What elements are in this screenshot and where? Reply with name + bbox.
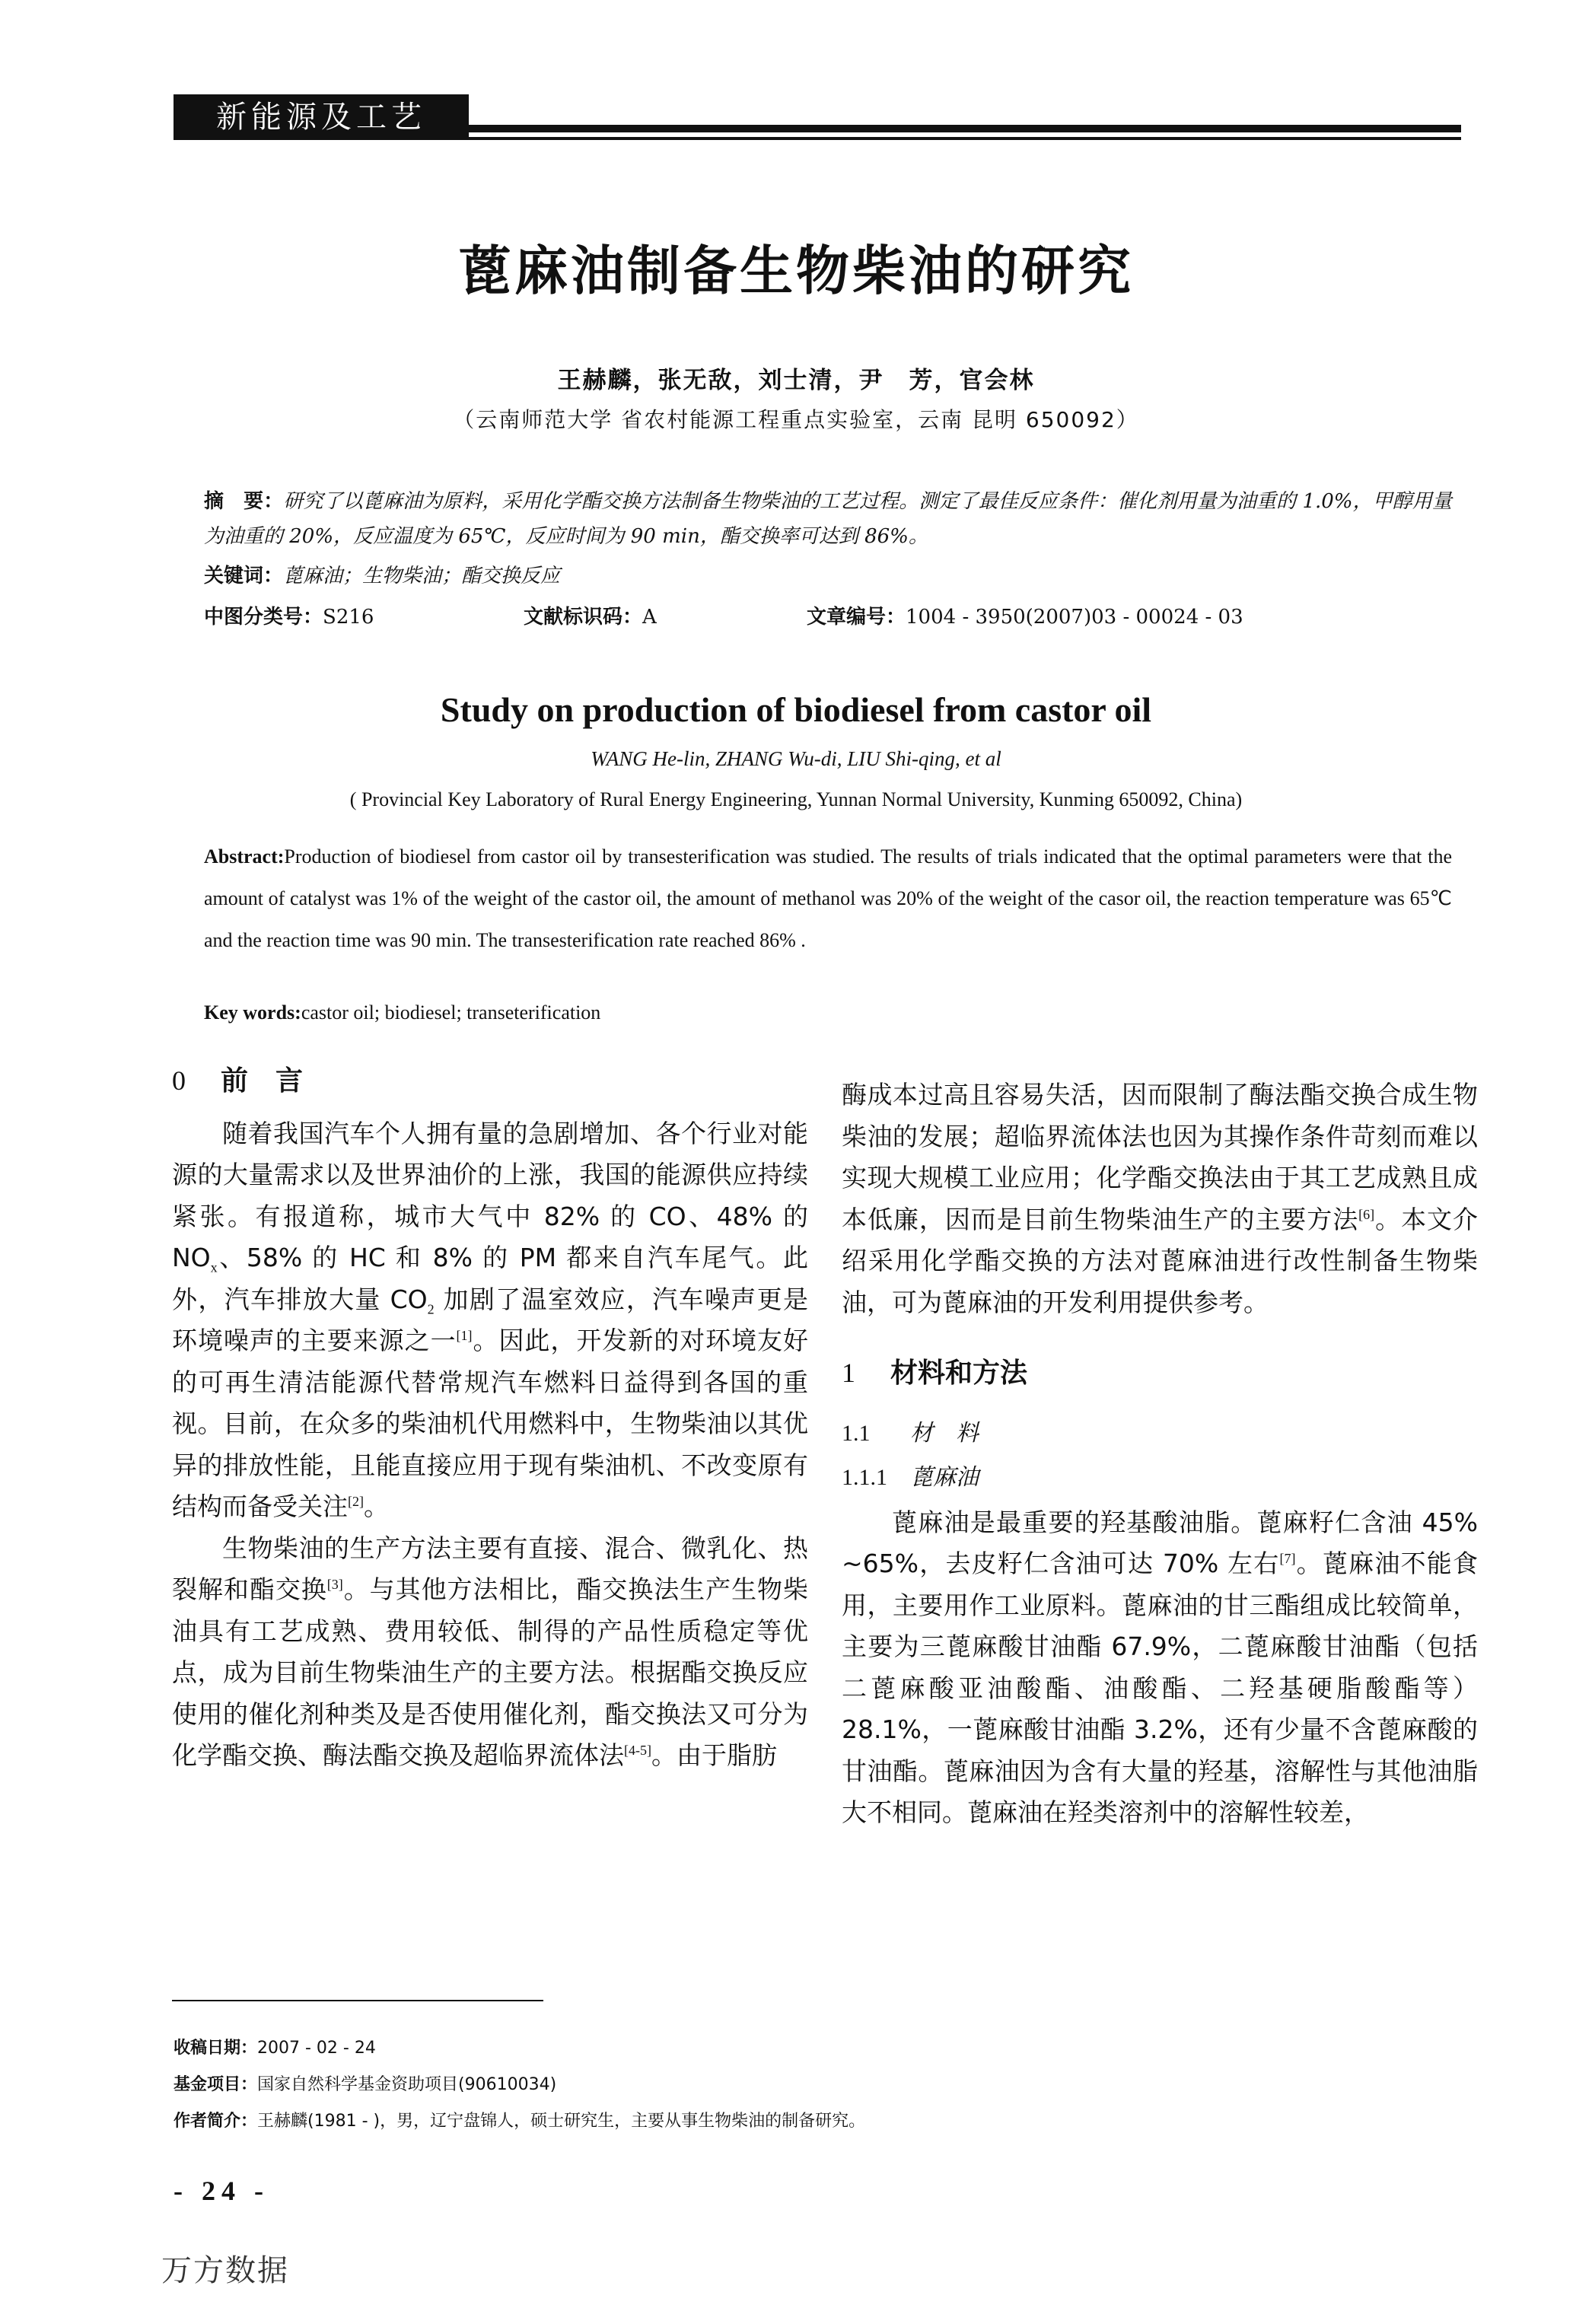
text-run: 酶成本过高且容易失活，因而限制了酶法酯交换合成生物柴油的发展；超临界流体法也因为其操作条件苛刻而难以实现大规模工业应用；化学酯交换法由于其工艺成熟且成本低廉，因而是目前生物柴油生产的主要方法	[842, 1080, 1478, 1234]
document-code	[524, 601, 657, 629]
keywords-en-text: castor oil; biodiesel; transeterification	[301, 1001, 601, 1024]
abstract-cn	[204, 484, 1452, 554]
subsection-heading-1-1-1	[842, 1457, 1478, 1499]
abstract-en	[204, 836, 1452, 961]
text-run: 。因此，开发新的对环境友好的可再生清洁能源代替常规汽车燃料日益得到各国的重视。目前，在众多的柴油机代用燃料中，生物柴油以其优异的排放性能，且能直接应用于现有柴油机、不改变原有结构而备受关注	[172, 1326, 809, 1521]
keywords-cn	[204, 560, 560, 588]
clc-number	[204, 601, 374, 629]
received-label: 收稿日期：	[174, 2039, 258, 2058]
article-no-label: 文章编号：	[807, 606, 906, 629]
paragraph-continued	[842, 1074, 1478, 1323]
keywords-en-label: Key words:	[204, 1001, 301, 1024]
article-no-value: 1004 - 3950(2007)03 - 00024 - 03	[906, 606, 1243, 629]
section-heading-1	[842, 1352, 1478, 1395]
citation: [3]	[326, 1577, 343, 1592]
citation: [7]	[1279, 1551, 1296, 1566]
footnote-received	[174, 2035, 376, 2058]
subsection-title: 蓖麻油	[910, 1464, 979, 1491]
section-number: 1	[842, 1358, 855, 1388]
subscript: 2	[427, 1301, 435, 1317]
text-run: 加剧了温室效应，汽车噪声更是环境噪声的主要来源之一	[172, 1284, 808, 1355]
subsection-title: 材 料	[910, 1419, 979, 1447]
paper-title-en: Study on production of biodiesel from castor oil	[440, 690, 1152, 729]
subsection-heading-1-1	[842, 1413, 1478, 1455]
authors-en: WANG He-lin, ZHANG Wu-di, LIU Shi-qing, et al	[591, 747, 1001, 770]
text-run: 。	[364, 1491, 389, 1521]
abstract-cn-text: 研究了以蓖麻油为原料，采用化学酯交换方法制备生物柴油的工艺过程。测定了最佳反应条件：催化剂用量为油重的 1.0%，甲醇用量为油重的 20%，反应温度为 65℃，反应时间为 90 min，酯交换率可达到 86%。	[204, 490, 1452, 548]
subsection-number: 1.1.1	[842, 1465, 887, 1490]
doc-code-label: 文献标识码：	[524, 606, 643, 629]
bio-label: 作者简介：	[174, 2112, 258, 2131]
affiliation-en: ( Provincial Key Laboratory of Rural Energy Engineering, Yunnan Normal University, Kunming 650092, China)	[349, 788, 1243, 810]
keywords-cn-label: 关键词：	[204, 565, 284, 587]
paragraph	[172, 1528, 808, 1777]
subsection-number: 1.1	[842, 1420, 871, 1446]
doc-code-value: A	[642, 606, 657, 629]
paragraph	[842, 1502, 1478, 1834]
abstract-cn-label: 摘 要：	[204, 490, 284, 513]
text-run: 随着我国汽车个人拥有量的急剧增加、各个行业对能源的大量需求以及世界油价的上涨，我国的能源供应持续紧张。有报道称，城市大气中 82% 的 CO、48% 的 NO	[172, 1118, 808, 1272]
section-label: 新能源及工艺	[174, 94, 469, 140]
page-number: - 24 -	[174, 2176, 269, 2206]
text-run: 。由于脂肪	[651, 1740, 777, 1770]
affiliation-cn: （云南师范大学 省农村能源工程重点实验室，云南 昆明 650092）	[453, 407, 1139, 432]
fund-value: 国家自然科学基金资助项目(90610034)	[257, 2075, 557, 2094]
section-heading-0	[172, 1060, 808, 1103]
body-column-right	[842, 1074, 1478, 1834]
section-title: 前 言	[221, 1065, 304, 1097]
citation: [2]	[348, 1494, 364, 1509]
text-run: 。本文介绍采用化学酯交换的方法对蓖麻油进行改性制备生物柴油，可为蓖麻油的开发利用提供参考。	[842, 1204, 1479, 1317]
citation: [4-5]	[624, 1743, 651, 1758]
text-run: 、58% 的 HC 和 8% 的 PM 都来自汽车尾气。此外，汽车排放大量 CO	[172, 1243, 808, 1314]
abstract-en-label: Abstract:	[204, 845, 285, 868]
paper-title-cn: 蓖麻油制备生物柴油的研究	[458, 240, 1134, 302]
bio-value: 王赫麟(1981 - )，男，辽宁盘锦人，硕士研究生，主要从事生物柴油的制备研究。	[257, 2112, 866, 2131]
footnote-author-bio	[174, 2108, 865, 2131]
header-rule-thick	[469, 125, 1461, 132]
citation: [6]	[1358, 1206, 1375, 1222]
keywords-en	[204, 1001, 600, 1024]
clc-label: 中图分类号：	[204, 606, 323, 629]
citation: [1]	[456, 1328, 473, 1343]
subscript: x	[210, 1259, 218, 1275]
section-number: 0	[172, 1065, 186, 1096]
header-rule-thin	[469, 137, 1461, 140]
clc-value: S216	[323, 606, 374, 629]
article-number	[807, 601, 1243, 629]
authors-cn: 王赫麟，张无敌，刘士清，尹 芳，官会林	[557, 367, 1035, 394]
footnote-fund	[174, 2071, 556, 2095]
watermark: 万方数据	[161, 2253, 289, 2288]
text-run: 蓖麻油是最重要的羟基酸油脂。蓖麻籽仁含油 45% ~65%，去皮籽仁含油可达 70% 左右	[842, 1507, 1478, 1578]
text-run: 生物柴油的生产方法主要有直接、混合、微乳化、热裂解和酯交换	[172, 1533, 808, 1604]
body-column-left	[172, 1060, 808, 1777]
received-value: 2007 - 02 - 24	[257, 2039, 376, 2058]
keywords-cn-text: 蓖麻油；生物柴油；酯交换反应	[283, 565, 561, 587]
fund-label: 基金项目：	[174, 2075, 258, 2094]
text-run: 。蓖麻油不能食用，主要用作工业原料。蓖麻油的甘三酯组成比较简单，主要为三蓖麻酸甘油酯 67.9%，二蓖麻酸甘油酯（包括二蓖麻酸亚油酸酯、油酸酯、二羟基硬脂酸酯等）28.1%，一蓖麻酸甘油酯 3.2%，还有少量不含蓖麻酸的甘油酯。蓖麻油因为含有大量的羟基，溶解性与其他油脂大不相同。蓖麻油在羟类溶剂中的溶解性较差，	[842, 1549, 1479, 1827]
footnote-rule	[172, 2000, 543, 2001]
text-run: 。与其他方法相比，酯交换法生产生物柴油具有工艺成熟、费用较低、制得的产品性质稳定等优点，成为目前生物柴油生产的主要方法。根据酯交换反应使用的催化剂种类及是否使用催化剂，酯交换法又可分为化学酯交换、酶法酯交换及超临界流体法	[172, 1574, 808, 1770]
section-title: 材料和方法	[890, 1358, 1028, 1389]
abstract-en-text: Production of biodiesel from castor oil by transesterification was studied. The results of trials indicated that the optimal parameters were that the amount of catalyst was 1% of the weight of the castor oil, the amount of methanol was 20% of the weight of the casor oil, the reaction temperature was 65℃ and the reaction time was 90 min. The transesterification rate reached 86% .	[204, 845, 1452, 951]
paragraph	[172, 1113, 808, 1528]
